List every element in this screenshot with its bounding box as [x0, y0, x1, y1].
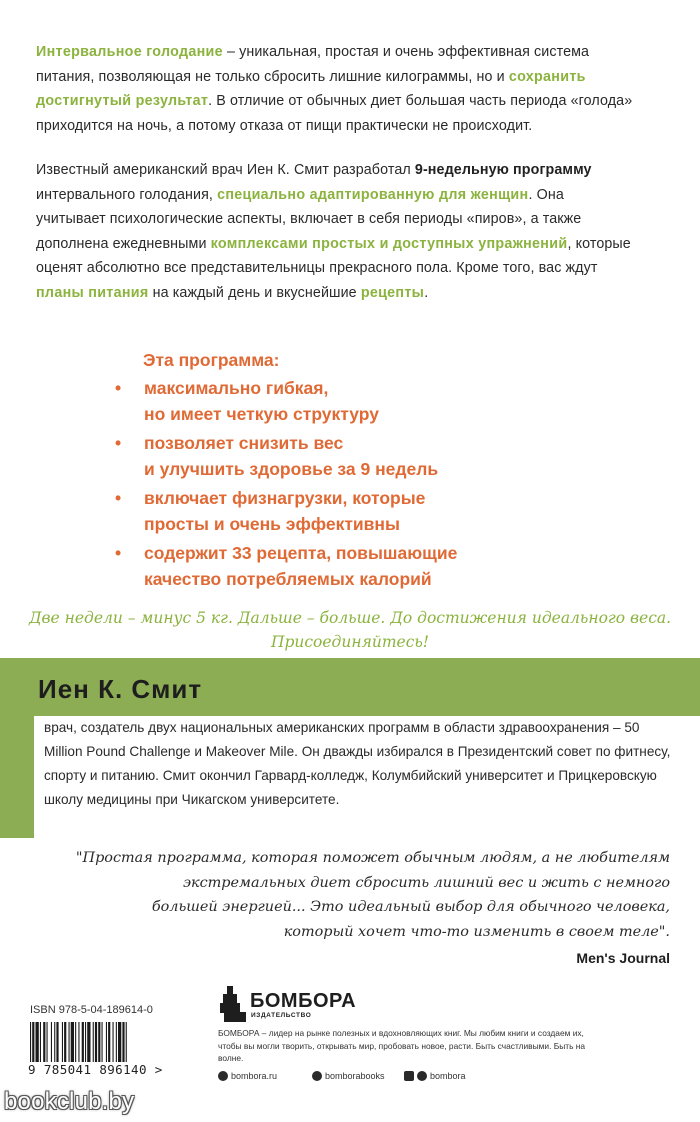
- quote-line: экстремальных диет сбросить лишний вес и жить с немного: [182, 874, 670, 891]
- social-link-site[interactable]: [218, 1071, 277, 1081]
- program-list: [115, 347, 615, 595]
- quote-line: "Простая программа, которая поможет обычным людям, а не любителям: [75, 850, 670, 866]
- list-item: [115, 375, 615, 428]
- bullet-icon: •: [115, 542, 122, 563]
- bullet-icon: •: [115, 377, 122, 398]
- list-item-line: максимально гибкая,: [144, 377, 329, 398]
- highlight-recipes: рецепты: [360, 284, 425, 301]
- social-link-bombora[interactable]: [404, 1071, 466, 1081]
- bullet-icon: •: [115, 432, 122, 453]
- bold-9-week-program: 9-недельную программу: [414, 162, 592, 178]
- intro-text-span: – уникальная, простая и очень эффективная система питания, позволяющая не только сбросить лишние килограммы, но и: [36, 44, 590, 85]
- social-link-books[interactable]: [312, 1071, 385, 1081]
- quote-line: большей энергией... Это идеальный выбор для обычного человека,: [151, 899, 670, 915]
- list-item: [115, 485, 615, 538]
- vk-icon: [218, 1071, 228, 1081]
- intro-text-span: . Она учитывает психологические аспекты, включает в себя периоды «пиров», а также дополнена ежедневными: [36, 186, 582, 252]
- list-item-line: содержит 33 рецепта, повышающие: [144, 542, 458, 563]
- program-items: [115, 375, 615, 593]
- program-title: Эта программа:: [143, 350, 280, 370]
- youtube-icon: [404, 1071, 414, 1081]
- highlight-interval-fasting: Интервальное голодание: [36, 44, 223, 60]
- telegram-icon: [417, 1071, 427, 1081]
- intro-text-span: на каждый день и вкуснейшие: [148, 284, 361, 301]
- slogan-line: Присоединяйтесь!: [270, 633, 430, 651]
- list-item-line: позволяет снизить вес: [144, 432, 344, 453]
- social-label: bombora.ru: [231, 1071, 278, 1081]
- isbn: ISBN 978-5-04-189614-0: [30, 1004, 153, 1016]
- review-quote: [30, 846, 670, 944]
- publisher-name: БОМБОРА: [250, 990, 357, 1012]
- intro-paragraph-2: [36, 158, 636, 305]
- list-item: [115, 540, 615, 593]
- intro-text-span: , которые оценят абсолютно все представительницы прекрасного пола. Кроме того, вас ждут: [36, 235, 631, 276]
- list-item-line: качество потребляемых калорий: [144, 569, 432, 589]
- highlight-meal-plans: планы питания: [36, 284, 149, 301]
- quote-line: который хочет что-то изменить в своем теле".: [283, 923, 670, 940]
- list-item-line: и улучшить здоровье за 9 недель: [144, 459, 439, 479]
- author-bio: врач, создатель двух национальных американских программ в области здравоохранения – 50 Million Pound Challenge и Makeover Mile. Он дважды избирался в Президентский совет по фитнесу, спорту и питанию. Смит окончил Гарвард-колледж, Колумбийский университет и Прицкеровскую школу медицины при Чикагском университете.: [44, 720, 671, 807]
- intro-text-span: Известный американский врач Иен К. Смит разработал: [36, 162, 415, 178]
- intro-text-span: . В отличие от обычных диет большая часть периода «голода» приходится на ночь, а потому отказа от пищи практически не происходит.: [36, 93, 633, 134]
- list-item: [115, 430, 615, 483]
- publisher-subtitle: ИЗДАТЕЛЬСТВО: [251, 1012, 312, 1019]
- list-item-line: просты и очень эффективны: [144, 514, 400, 534]
- watermark: bookclub.by: [4, 1088, 135, 1115]
- intro-text-span: .: [424, 284, 429, 301]
- list-item-line: включает физнагрузки, которые: [144, 487, 426, 508]
- intro-text: [36, 40, 636, 305]
- intro-paragraph-1: [36, 40, 636, 138]
- social-label: bomborabooks: [325, 1071, 385, 1081]
- list-item-line: но имеет четкую структуру: [144, 404, 379, 424]
- highlight-exercises: комплексами простых и доступных упражнений: [210, 235, 568, 252]
- intro-text-span: интервального голодания,: [36, 186, 218, 203]
- slogan: [0, 606, 700, 654]
- highlight-for-women: специально адаптированную для женщин: [217, 186, 529, 203]
- bullet-icon: •: [115, 487, 122, 508]
- highlight-keep-result: сохранить достигнутый результат: [36, 68, 586, 109]
- barcode-icon: [28, 1022, 202, 1062]
- barcode-digits: 9 785041 896140 >: [28, 1062, 163, 1077]
- slogan-line: Две недели – минус 5 кг. Дальше – больше. До достижения идеального веса.: [28, 609, 672, 627]
- quote-source: Men's Journal: [576, 950, 670, 966]
- publisher-description: БОМБОРА – лидер на рынке полезных и вдохновляющих книг. Мы любим книги и создаем их, чтобы вы могли творить, открывать мир, пробовать новое, расти. Быть счастливыми. Быть на волне.: [218, 1028, 586, 1064]
- author-name: Иен К. Смит: [38, 674, 203, 704]
- bombora-logo-icon: [218, 984, 248, 1024]
- social-label: bombora: [430, 1071, 466, 1081]
- instagram-icon: [312, 1071, 322, 1081]
